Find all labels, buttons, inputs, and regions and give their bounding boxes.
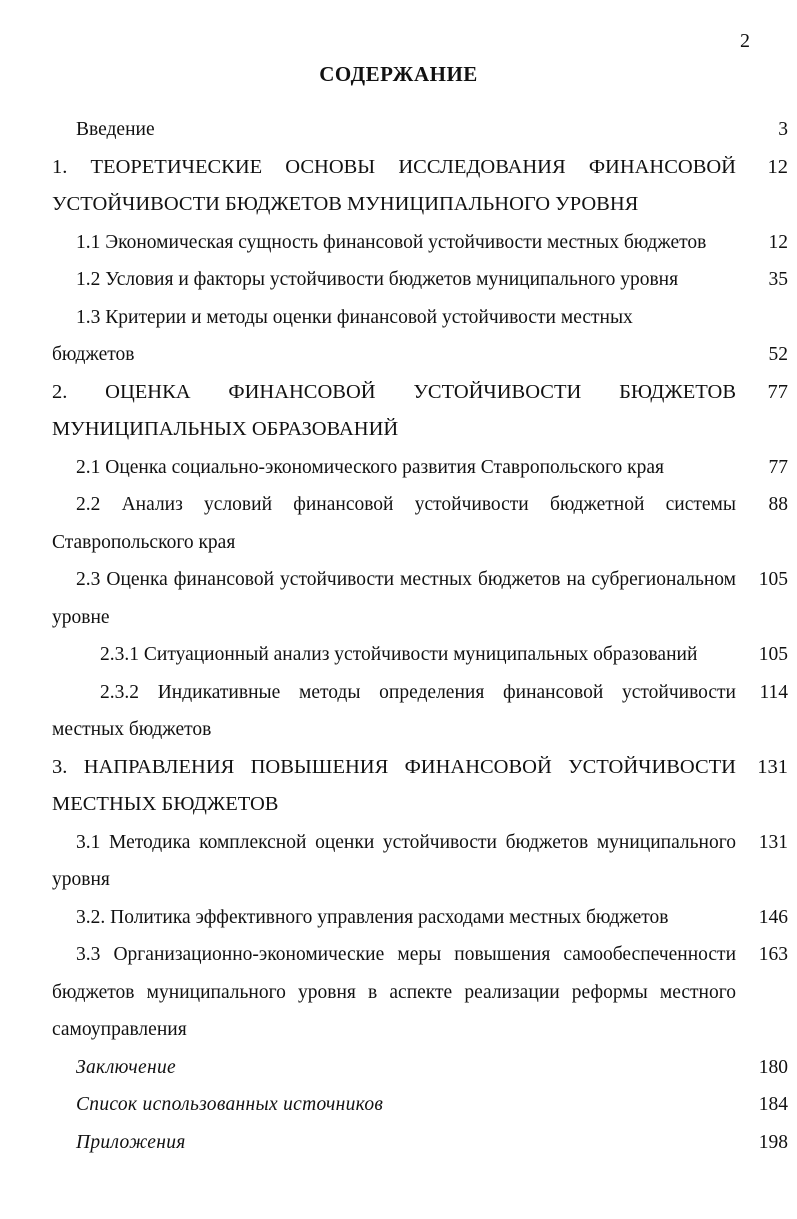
toc-entry-page: 114 (759, 681, 788, 703)
toc-entry-text: 3.3 Организационно-экономические меры повышения самообеспеченности бюджетов муниципального уровня в аспекте реализации реформы местного самоуправления (52, 944, 736, 1040)
toc-entry-references (52, 1086, 788, 1124)
toc-entry-1-1 (52, 224, 788, 262)
toc-entry-2-3-1 (52, 636, 788, 674)
toc-entry-text: 2.1 Оценка социально-экономического развития Ставропольского края (76, 456, 664, 478)
toc-entry-page: 3 (778, 119, 788, 140)
toc-entry-2-2 (52, 486, 788, 561)
toc-entry-text: Заключение (76, 1056, 176, 1078)
toc-entry-page: 105 (758, 569, 788, 590)
toc-entry-text: 2.3 Оценка финансовой устойчивости местных бюджетов на субрегиональном уровне (52, 569, 736, 628)
toc-entry-text: 1.2 Условия и факторы устойчивости бюджетов муниципального уровня (76, 269, 679, 290)
toc-entry-conclusion (52, 1049, 788, 1087)
toc-entry-text: Список использованных источников (76, 1094, 384, 1115)
toc-entry-1-3 (52, 299, 788, 374)
toc-entry-text: 2.3.1 Ситуационный анализ устойчивости муниципальных образований (100, 644, 698, 665)
toc-entry-page: 12 (767, 155, 788, 178)
toc-entry-page: 198 (758, 1131, 788, 1153)
table-of-contents (52, 111, 788, 1161)
toc-entry-page: 184 (758, 1094, 788, 1115)
toc-entry-page: 105 (758, 644, 788, 665)
toc-entry-text: 2.3.2 Индикативные методы определения финансовой устойчивости местных бюджетов (52, 681, 736, 740)
page-number: 2 (740, 30, 750, 52)
toc-entry-3-1 (52, 824, 788, 899)
toc-entry-page: 131 (758, 831, 788, 853)
toc-entry-text: 2.2 Анализ условий финансовой устойчивости бюджетной системы Ставропольского края (52, 494, 736, 553)
toc-entry-2-3-2 (52, 674, 788, 749)
toc-entry-appendices (52, 1124, 788, 1162)
toc-entry-text: 1. ТЕОРЕТИЧЕСКИЕ ОСНОВЫ ИССЛЕДОВАНИЯ ФИНАНСОВОЙ УСТОЙЧИВОСТИ БЮДЖЕТОВ МУНИЦИПАЛЬНОГО УРОВНЯ (52, 155, 736, 215)
toc-entry-text: Введение (76, 119, 155, 140)
toc-entry-text: 1.1 Экономическая сущность финансовой устойчивости местных бюджетов (76, 231, 707, 253)
toc-entry-page: 35 (768, 269, 788, 290)
toc-entry-page: 12 (768, 231, 788, 253)
toc-entry-page: 77 (767, 380, 788, 403)
toc-entry-text: 2. ОЦЕНКА ФИНАНСОВОЙ УСТОЙЧИВОСТИ БЮДЖЕТОВ МУНИЦИПАЛЬНЫХ ОБРАЗОВАНИЙ (52, 380, 736, 440)
toc-entry-text: 1.3 Критерии и методы оценки финансовой устойчивости местных бюджетов (52, 306, 633, 365)
toc-entry-text: Приложения (76, 1131, 186, 1153)
toc-entry-text: 3.2. Политика эффективного управления расходами местных бюджетов (76, 906, 669, 928)
toc-entry-2-3 (52, 561, 788, 636)
toc-entry-introduction (52, 111, 788, 149)
toc-entry-page: 146 (758, 906, 788, 928)
toc-entry-chapter-3 (52, 749, 788, 824)
toc-entry-page: 77 (768, 456, 788, 478)
toc-entry-page: 180 (758, 1056, 788, 1078)
toc-entry-page: 131 (757, 755, 788, 778)
toc-entry-3-2 (52, 899, 788, 937)
toc-entry-1-2 (52, 261, 788, 299)
page-title: СОДЕРЖАНИЕ (319, 62, 478, 86)
toc-entry-chapter-1 (52, 149, 788, 224)
toc-entry-chapter-2 (52, 374, 788, 449)
toc-entry-text: 3. НАПРАВЛЕНИЯ ПОВЫШЕНИЯ ФИНАНСОВОЙ УСТОЙЧИВОСТИ МЕСТНЫХ БЮДЖЕТОВ (52, 755, 736, 815)
toc-entry-page: 163 (758, 944, 788, 965)
toc-entry-text: 3.1 Методика комплексной оценки устойчивости бюджетов муниципального уровня (52, 831, 736, 890)
toc-entry-page: 52 (768, 344, 788, 365)
toc-entry-2-1 (52, 449, 788, 487)
toc-entry-page: 88 (768, 494, 788, 515)
toc-entry-3-3 (52, 936, 788, 1049)
